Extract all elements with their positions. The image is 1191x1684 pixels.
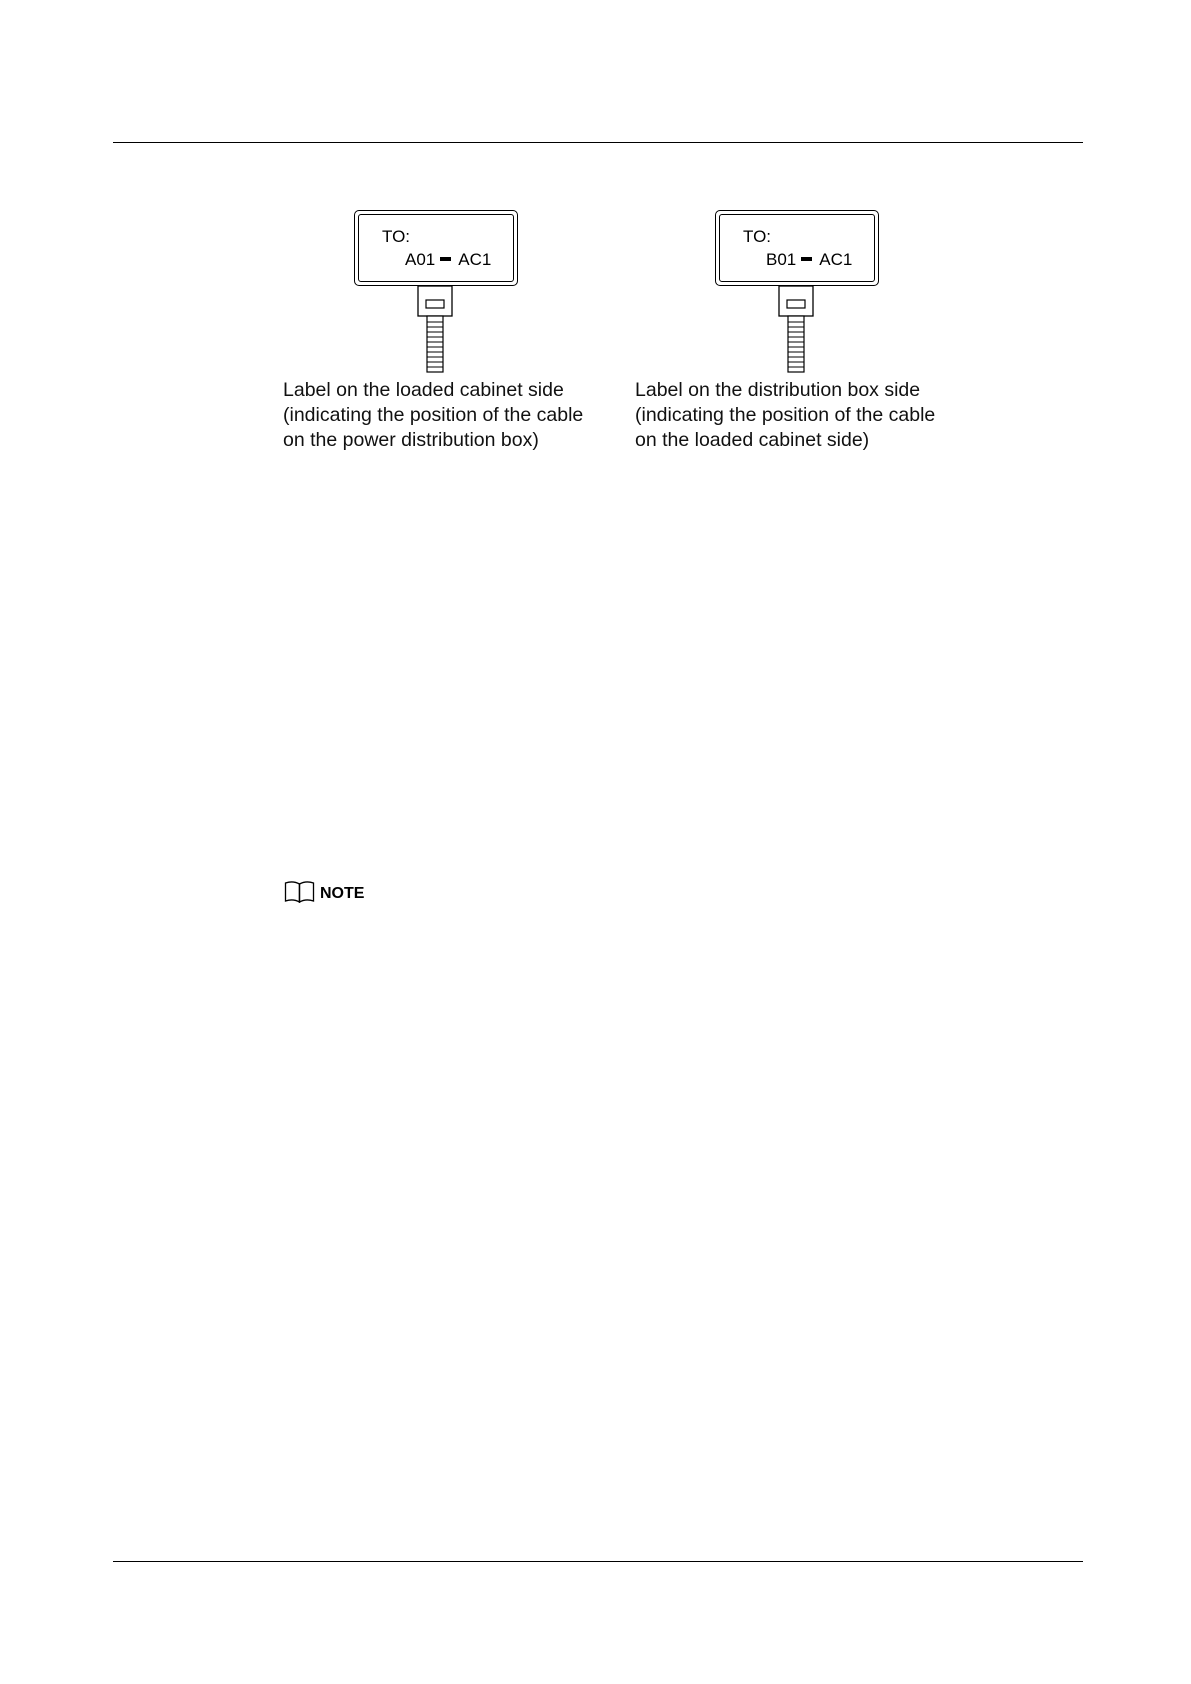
cable-tie-strap xyxy=(778,285,814,375)
tag-to-text: TO: xyxy=(382,227,411,246)
header-rule xyxy=(113,142,1083,143)
cabinet-side-caption: Label on the loaded cabinet side (indicating the position of the cable on the power distribution box) xyxy=(283,379,584,451)
distribution-box-side-caption: Label on the distribution box side (indicating the position of the cable on the loaded cabinet side) xyxy=(635,379,936,451)
footer-rule xyxy=(113,1561,1083,1562)
tag-code: A01 AC1 xyxy=(405,250,492,269)
cable-tie-strap xyxy=(417,285,453,375)
note-callout xyxy=(284,880,364,904)
label-tag xyxy=(715,210,879,286)
label-tag xyxy=(354,210,518,286)
tag-code: B01 AC1 xyxy=(766,250,853,269)
note-label: NOTE xyxy=(320,884,365,902)
book-icon xyxy=(284,880,315,904)
tag-to-text: TO: xyxy=(743,227,772,246)
cable-label-figure xyxy=(280,205,980,465)
